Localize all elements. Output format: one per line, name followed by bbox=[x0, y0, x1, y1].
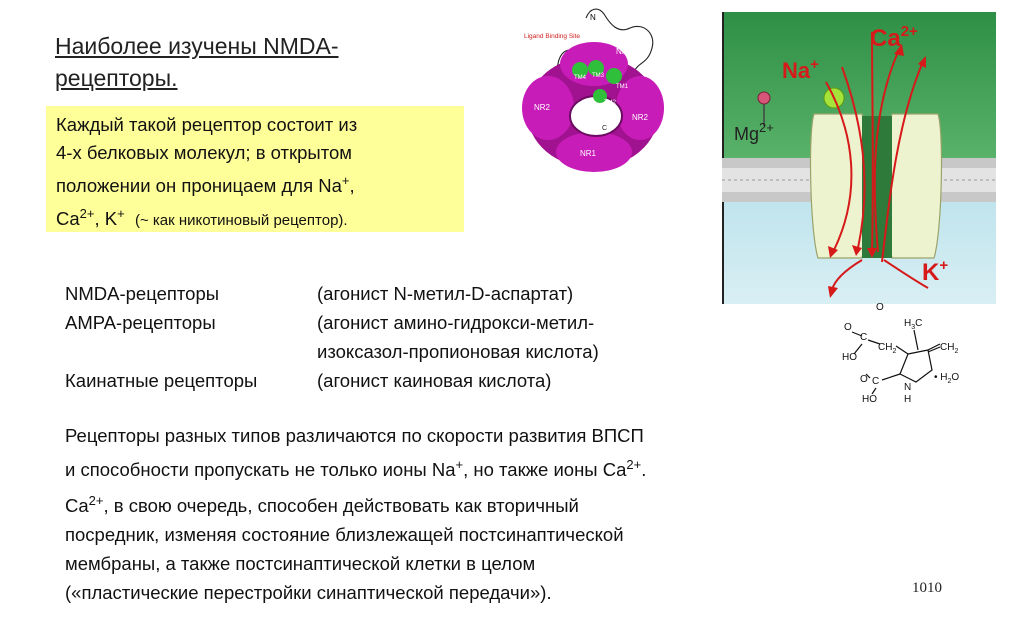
receptor-agonist-kainate: (агонист каиновая кислота) bbox=[317, 370, 552, 391]
page-number: 1010 bbox=[912, 580, 942, 596]
eq-ch2-ch: CH bbox=[940, 342, 955, 353]
para1-line-2 bbox=[65, 450, 646, 484]
o2-label: O bbox=[860, 374, 868, 385]
ch2-label bbox=[878, 342, 896, 355]
h3c-c: C bbox=[915, 318, 923, 329]
sup-ca-2: 2+ bbox=[626, 457, 642, 472]
para2-line-2: посредник, изменяя состояние близлежащей постсинаптической bbox=[65, 524, 624, 546]
note-nicotinic: (~ как никотиновый рецептор). bbox=[134, 212, 348, 230]
ca-text: Ca bbox=[870, 25, 901, 52]
highlight-text bbox=[56, 111, 357, 235]
nh-n: N bbox=[904, 382, 912, 393]
ho2-label: HO bbox=[862, 394, 877, 405]
text-na: положении он проницаем для Na bbox=[56, 175, 342, 197]
channel-protein-right bbox=[888, 114, 942, 258]
ch2-sub: 2 bbox=[892, 348, 897, 355]
sup-ca-3: 2+ bbox=[88, 493, 104, 508]
paragraph-2 bbox=[65, 486, 624, 607]
nr2-left-label: NR2 bbox=[534, 103, 551, 112]
tm1-label: TM1 bbox=[616, 84, 628, 90]
water-o: O bbox=[951, 372, 960, 383]
para1-ca: , но также ионы Ca bbox=[463, 459, 627, 481]
nr2-right-label: NR2 bbox=[632, 113, 649, 122]
eq-ch2-sub: 2 bbox=[954, 348, 959, 355]
n-label: N bbox=[590, 13, 596, 22]
na-text: Na bbox=[782, 58, 811, 83]
para2-rest: , в свою очередь, способен действовать как вторичный bbox=[103, 495, 579, 517]
mg-text: Mg bbox=[734, 124, 760, 144]
eq-ch2-label bbox=[940, 342, 958, 355]
bond-8 bbox=[882, 374, 900, 380]
slide-title bbox=[55, 30, 339, 94]
receptor-agonist-nmda: (агонист N-метил-D-аспартат) bbox=[317, 283, 574, 304]
k-sup: + bbox=[939, 257, 949, 274]
highlight-line-2: 4-х белковых молекул; в открытом bbox=[56, 142, 352, 163]
h3c-label bbox=[904, 318, 922, 331]
k-text: K bbox=[922, 259, 940, 286]
h3c-h: H bbox=[904, 318, 912, 329]
para2-line-1 bbox=[65, 486, 624, 520]
tm3-label: TM3 bbox=[592, 73, 604, 79]
para2-line-4: («пластические перестройки синаптической передачи»). bbox=[65, 582, 552, 604]
receptor-structure-figure bbox=[518, 4, 668, 176]
o1-label: O bbox=[844, 322, 852, 333]
para2-line-3: мембраны, а также постсинаптической клетки в целом bbox=[65, 553, 536, 575]
c2-label: C bbox=[872, 376, 880, 387]
tm2-label: TM2 bbox=[604, 100, 616, 106]
receptor-name-nmda: NMDA-рецепторы bbox=[65, 283, 220, 304]
nh-h: H bbox=[904, 394, 912, 405]
ca-sup: 2+ bbox=[900, 23, 918, 40]
arrow-ca-in bbox=[872, 32, 873, 252]
sup-ca: 2+ bbox=[79, 206, 95, 222]
title-line-1: Наиболее изучены NMDA- bbox=[55, 33, 339, 59]
receptor-name-kainate: Каинатные рецепторы bbox=[65, 370, 258, 391]
mg-sup: 2+ bbox=[759, 120, 774, 135]
bond-4 bbox=[896, 346, 908, 354]
water-sub: 2 bbox=[947, 378, 952, 385]
channel-protein-left bbox=[811, 114, 867, 258]
receptor-agonist-ampa: (агонист амино-гидрокси-метил- bbox=[317, 312, 595, 333]
tm1-helix bbox=[606, 68, 622, 84]
pyrrolidine-ring bbox=[900, 350, 932, 382]
mg-ion bbox=[758, 92, 770, 104]
bond-2 bbox=[854, 344, 862, 354]
title-line-2: рецепторы. bbox=[55, 65, 178, 91]
ion-channel-figure bbox=[722, 12, 996, 304]
highlight-line-1: Каждый такой рецептор состоит из bbox=[56, 114, 358, 135]
ho1-label: HO bbox=[842, 352, 857, 363]
ligand-label: Ligand Binding Site bbox=[524, 33, 581, 40]
highlight-line-3 bbox=[56, 167, 357, 200]
nr1-top-label: NR1 bbox=[616, 47, 633, 56]
comma: , bbox=[349, 175, 355, 197]
text-ca: Ca bbox=[56, 208, 80, 230]
na-sup: + bbox=[810, 56, 819, 73]
water-h: • H bbox=[934, 372, 948, 383]
ch2-ch: CH bbox=[878, 342, 893, 353]
h3c-sub: 3 bbox=[911, 324, 916, 331]
paragraph-1 bbox=[65, 421, 646, 484]
kainic-acid-structure bbox=[836, 298, 986, 410]
bond-5 bbox=[914, 330, 918, 350]
para1-line-1: Рецепторы разных типов различаются по скорости развития ВПСП bbox=[65, 425, 644, 446]
nr1-bottom-label: NR1 bbox=[580, 149, 597, 158]
water-label bbox=[934, 372, 959, 385]
sup-plus-2: + bbox=[455, 457, 464, 472]
para1-end: . bbox=[641, 459, 647, 481]
para1-na: и способности пропускать не только ионы Na bbox=[65, 459, 456, 481]
text-k: , K bbox=[94, 208, 118, 230]
receptor-name-ampa: AMPA-рецепторы bbox=[65, 312, 216, 333]
highlight-line-4 bbox=[56, 200, 357, 235]
c-label: C bbox=[602, 125, 608, 132]
receptor-agonist-ampa-cont: изоксазол-пропионовая кислота) bbox=[317, 341, 599, 362]
tm4-label: TM4 bbox=[574, 75, 586, 81]
c1-label: C bbox=[860, 332, 868, 343]
para2-ca: Ca bbox=[65, 495, 89, 517]
sup-k: + bbox=[117, 206, 125, 222]
o-top: O bbox=[876, 302, 884, 313]
sup-plus: + bbox=[341, 173, 350, 188]
